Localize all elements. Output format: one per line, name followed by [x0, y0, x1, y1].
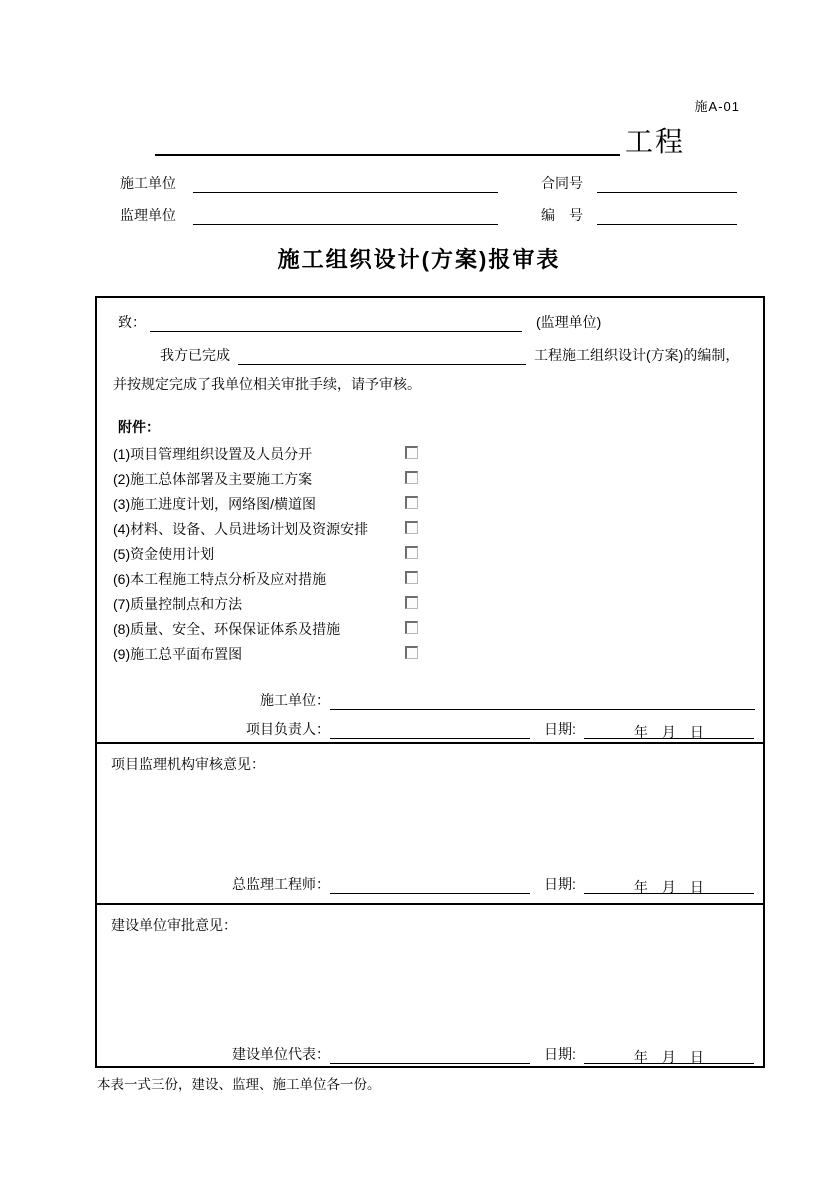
- supervisor-date-label: 日期:: [544, 876, 576, 892]
- attachment-label-1: (1)项目管理组织设置及人员分开: [113, 446, 313, 462]
- contractor-person-sign-label: 项目负责人：: [246, 721, 330, 737]
- supervision-unit-blank[interactable]: [193, 208, 498, 225]
- header-row-1: [120, 173, 766, 193]
- contractor-unit-sign-label: 施工单位：: [260, 692, 330, 708]
- attachment-label-4: (4)材料、设备、人员进场计划及资源安排: [113, 521, 369, 537]
- statement-text: 并按规定完成了我单位相关审批手续，请予审核。: [113, 376, 421, 392]
- project-name-blank[interactable]: [155, 126, 620, 156]
- attachment-row: [97, 566, 763, 591]
- footer-note: 本表一式三份，建设、监理、施工单位各一份。: [97, 1077, 381, 1092]
- attachment-label-5: (5)资金使用计划: [113, 546, 215, 562]
- attachments-list: [97, 441, 763, 666]
- supervisor-sign-label: 总监理工程师：: [232, 876, 330, 892]
- attachments-label: 附件：: [118, 419, 160, 435]
- attachment-checkbox-2[interactable]: [405, 471, 418, 484]
- contractor-unit-sign-blank[interactable]: [330, 693, 755, 710]
- to-row: [118, 312, 753, 332]
- supervisor-sign-blank[interactable]: [330, 877, 530, 894]
- contract-no-blank[interactable]: [597, 176, 737, 193]
- attachment-row: [97, 641, 763, 666]
- to-suffix-label: (监理单位): [536, 314, 602, 330]
- project-name-line: [155, 126, 685, 156]
- attachment-checkbox-7[interactable]: [405, 596, 418, 609]
- client-sign-blank[interactable]: [330, 1047, 530, 1064]
- contractor-date-blank[interactable]: 年 月 日: [584, 722, 754, 739]
- contractor-person-sign-blank[interactable]: [330, 722, 530, 739]
- supervisor-sign-row: [97, 874, 757, 894]
- client-date-blank[interactable]: 年 月 日: [584, 1047, 754, 1064]
- attachment-checkbox-9[interactable]: [405, 646, 418, 659]
- attachment-checkbox-1[interactable]: [405, 446, 418, 459]
- form-code: 施A-01: [694, 99, 740, 114]
- supervisor-date-blank[interactable]: 年 月 日: [584, 877, 754, 894]
- attachment-label-2: (2)施工总体部署及主要施工方案: [113, 471, 313, 487]
- contractor-person-sign-row: [97, 719, 757, 739]
- form-title: 施工组织设计(方案)报审表: [277, 247, 561, 272]
- supervisor-section-title: 项目监理机构审核意见：: [111, 756, 265, 772]
- to-blank[interactable]: [150, 315, 522, 332]
- project-suffix-label: 工程: [624, 126, 685, 157]
- attachment-checkbox-6[interactable]: [405, 571, 418, 584]
- attachment-row: [97, 591, 763, 616]
- to-label: 致：: [118, 314, 146, 330]
- attachment-row: [97, 616, 763, 641]
- attachment-label-7: (7)质量控制点和方法: [113, 596, 243, 612]
- contractor-unit-sign-row: [97, 690, 757, 710]
- attachment-row: [97, 491, 763, 516]
- attachment-checkbox-5[interactable]: [405, 546, 418, 559]
- attachment-row: [97, 516, 763, 541]
- attachment-label-8: (8)质量、安全、环保保证体系及措施: [113, 621, 341, 637]
- contractor-section: [97, 298, 763, 742]
- attachment-checkbox-4[interactable]: [405, 521, 418, 534]
- construction-unit-blank[interactable]: [193, 176, 498, 193]
- form-box: [95, 296, 765, 1068]
- attachment-label-3: (3)施工进度计划，网络图/横道图: [113, 496, 316, 512]
- supervisor-section: [97, 742, 763, 903]
- supervision-unit-label: 监理单位: [120, 207, 176, 223]
- completed-row: [160, 345, 757, 365]
- contractor-date-label: 日期:: [544, 721, 576, 737]
- attachment-label-6: (6)本工程施工特点分析及应对措施: [113, 571, 327, 587]
- attachment-row: [97, 466, 763, 491]
- client-sign-row: [97, 1044, 757, 1064]
- completed-blank[interactable]: [238, 348, 526, 365]
- completed-suffix-label: 工程施工组织设计(方案)的编制，: [534, 347, 740, 363]
- attachment-label-9: (9)施工总平面布置图: [113, 646, 243, 662]
- header-row-2: [120, 205, 766, 225]
- client-section: [97, 903, 763, 1066]
- client-date-label: 日期:: [544, 1046, 576, 1062]
- attachment-checkbox-3[interactable]: [405, 496, 418, 509]
- attachment-checkbox-8[interactable]: [405, 621, 418, 634]
- client-section-title: 建设单位审批意见：: [111, 917, 237, 933]
- client-sign-label: 建设单位代表：: [232, 1046, 330, 1062]
- completed-prefix-label: 我方已完成: [160, 347, 230, 363]
- construction-unit-label: 施工单位: [120, 175, 176, 191]
- attachment-row: [97, 541, 763, 566]
- serial-no-blank[interactable]: [597, 208, 737, 225]
- attachment-row: [97, 441, 763, 466]
- serial-no-label: 编 号: [541, 207, 583, 223]
- contract-no-label: 合同号: [541, 175, 583, 191]
